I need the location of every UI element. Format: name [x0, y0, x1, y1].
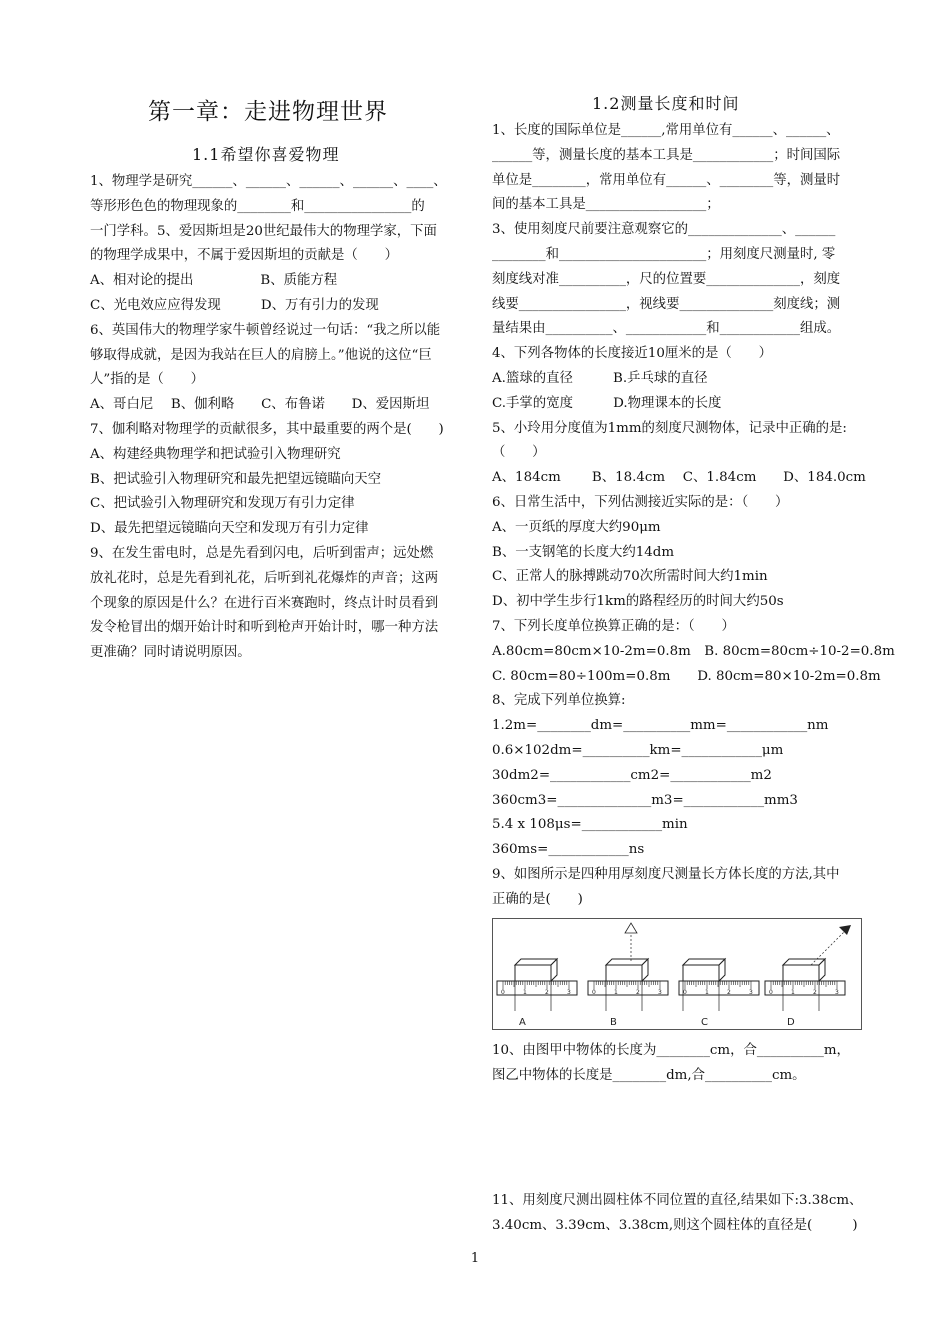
text-line: ________和______________________；用刻度尺测量时, 零 — [492, 246, 836, 262]
ruler-tick-label: 2 — [636, 989, 640, 996]
ruler-tick-label: 1 — [705, 989, 709, 996]
text-line: 1.2m=________dm=__________mm=____________nm — [492, 718, 829, 734]
section-title-1-2: 1.2测量长度和时间 — [592, 94, 740, 113]
text-line: 8、完成下列单位换算: — [492, 693, 626, 709]
text-line: A.篮球的直径 B.乒乓球的直径 — [492, 370, 708, 386]
block — [783, 965, 819, 981]
ruler-tick-label: 1 — [523, 989, 527, 996]
text-line: D、最先把望远镜瞄向天空和发现万有引力定律 — [90, 521, 369, 537]
text-line: 360cm3=______________m3=____________mm3 — [492, 792, 798, 808]
text-line: C.手掌的宽度 D.物理课本的长度 — [492, 395, 722, 411]
text-line: 的物理学成果中，不属于爱因斯坦的贡献是（ ） — [90, 248, 398, 264]
page-number: 1 — [470, 1251, 480, 1266]
panel-label: C — [701, 1017, 708, 1028]
text-line: 一门学科。5、爱因斯坦是20世纪最伟大的物理学家，下面 — [90, 223, 437, 239]
ruler-tick-label: 1 — [614, 989, 618, 996]
ruler-tick-label: 1 — [791, 989, 795, 996]
ruler-tick-label: 0 — [501, 989, 505, 996]
text-line: 5、小玲用分度值为1mm的刻度尺测物体，记录中正确的是: — [492, 420, 847, 436]
block-top — [515, 959, 557, 965]
text-line: C、正常人的脉搏跳动70次所需时间大约1min — [492, 569, 768, 585]
text-line: C、把试验引入物理研究和发现万有引力定律 — [90, 496, 355, 512]
text-line: A、184cm B、18.4cm C、1.84cm D、184.0cm — [492, 470, 866, 486]
text-line: 线要________________，视线要______________刻度线；测 — [492, 296, 841, 312]
text-line: C. 80cm=80÷100m=0.8m D. 80cm=80×10-2m=0.8m — [492, 668, 881, 684]
ruler-tick-label: 3 — [567, 989, 571, 996]
text-line: B、一支钢笔的长度大约14dm — [492, 544, 675, 560]
block-top — [606, 959, 648, 965]
text-line: 图乙中物体的长度是________dm,合__________cm。 — [492, 1067, 806, 1083]
text-line: 放礼花时，总是先看到礼花，后听到礼花爆炸的声音；这两 — [90, 570, 439, 586]
text-line: 人”指的是（ ） — [90, 372, 204, 388]
text-line: 正确的是( ) — [492, 891, 583, 907]
text-line: 0.6×102dm=__________km=____________μm — [492, 742, 784, 758]
ruler-tick-label: 3 — [749, 989, 753, 996]
text-line: 个现象的原因是什么？在进行百米赛跑时，终点计时员看到 — [90, 595, 439, 611]
text-line: 3.40cm、3.39cm、3.38cm,则这个圆柱体的直径是( ) — [492, 1217, 858, 1233]
chapter-title: 第一章：走进物理世界 — [148, 99, 388, 125]
block-top — [683, 959, 725, 965]
ruler-tick-label: 3 — [835, 989, 839, 996]
text-line: 360ms=____________ns — [492, 842, 645, 858]
section-1-2-questions — [492, 119, 895, 913]
panel-label: B — [610, 1017, 617, 1028]
text-line: 4、下列各物体的长度接近10厘米的是（ ） — [492, 346, 772, 362]
text-line: D、初中学生步行1km的路程经历的时间大约50s — [492, 594, 784, 610]
ruler — [765, 981, 845, 995]
text-line: 6、日常生活中，下列估测接近实际的是：（ ） — [492, 494, 789, 510]
block — [683, 965, 719, 981]
ruler — [497, 981, 577, 995]
text-line: 30dm2=____________cm2=____________m2 — [492, 767, 772, 783]
ruler-tick-label: 0 — [592, 989, 596, 996]
ruler-tick-label: 2 — [727, 989, 731, 996]
text-line: 5.4 x 108μs=____________min — [492, 817, 688, 833]
block — [515, 965, 551, 981]
block-top — [783, 959, 825, 965]
question-10 — [492, 1039, 864, 1089]
text-line: A、一页纸的厚度大约90μm — [492, 519, 661, 535]
text-line: 3、使用刻度尺前要注意观察它的______________、______ — [492, 222, 836, 238]
text-line: 刻度线对准__________，尺的位置要______________，刻度 — [492, 271, 841, 287]
text-line: 7、伽利略对物理学的贡献很多，其中最重要的两个是( ) — [90, 421, 444, 437]
text-line: C、光电效应应得发现 D、万有引力的发现 — [90, 297, 379, 313]
text-line: 量结果由__________、____________和____________组成。 — [492, 321, 841, 337]
text-line: 9、在发生雷电时，总是先看到闪电，后听到雷声；远处燃 — [90, 545, 434, 561]
text-line: A、构建经典物理学和把试验引入物理研究 — [90, 446, 341, 462]
block — [606, 965, 642, 981]
ruler-measurement-figure — [492, 918, 862, 1030]
text-line: 等形形色色的物理现象的________和________________的 — [90, 198, 425, 214]
text-line: B、把试验引入物理研究和最先把望远镜瞄向天空 — [90, 471, 382, 487]
ruler-tick-label: 2 — [813, 989, 817, 996]
text-line: 单位是________，常用单位有______、________等，测量时 — [492, 172, 841, 188]
text-line: 间的基本工具是__________________； — [492, 197, 720, 213]
section-1-1-questions — [90, 170, 462, 666]
section-title-1-1: 1.1希望你喜爱物理 — [192, 145, 340, 164]
text-line: 10、由图甲中物体的长度为________cm，合__________m， — [492, 1043, 850, 1058]
text-line: 更准确？同时请说明原因。 — [90, 645, 251, 661]
eye-icon — [625, 923, 637, 933]
ruler-tick-label: 0 — [683, 989, 687, 996]
panel-label: A — [519, 1017, 526, 1028]
text-line: 11、用刻度尺测出圆柱体不同位置的直径,结果如下:3.38cm、 — [492, 1193, 863, 1208]
text-line: 9、如图所示是四种用厚刻度尺测量长方体长度的方法,其中 — [492, 866, 840, 882]
text-line: 7、下列长度单位换算正确的是：（ ） — [492, 618, 735, 634]
panel-label: D — [787, 1017, 795, 1028]
text-line: 6、英国伟大的物理学家牛顿曾经说过一句话：“我之所以能 — [90, 322, 441, 338]
ruler — [588, 981, 668, 995]
text-line: 发令枪冒出的烟开始计时和听到枪声开始计时，哪一种方法 — [90, 620, 439, 636]
text-line: （ ） — [492, 445, 546, 461]
text-line: A.80cm=80cm×10-2m=0.8m B. 80cm=80cm÷10-2=0.8m — [492, 643, 895, 659]
text-line: A、相对论的提出 B、质能方程 — [90, 273, 338, 289]
eye-icon — [839, 925, 851, 935]
text-line: A、哥白尼 B、伽利略 C、布鲁诺 D、爱因斯坦 — [90, 397, 430, 413]
text-line: ______等，测量长度的基本工具是____________；时间国际 — [492, 147, 841, 163]
text-line: 1、长度的国际单位是______,常用单位有______、______、 — [492, 123, 840, 138]
ruler-tick-label: 2 — [545, 989, 549, 996]
question-11 — [492, 1189, 864, 1239]
text-line: 够取得成就，是因为我站在巨人的肩膀上。”他说的这位“巨 — [90, 347, 432, 363]
ruler-tick-label: 0 — [769, 989, 773, 996]
ruler-tick-label: 3 — [658, 989, 662, 996]
ruler-diagram — [493, 919, 861, 1029]
text-line: 1、物理学是研究______、______、______、______、____、 — [90, 174, 447, 189]
